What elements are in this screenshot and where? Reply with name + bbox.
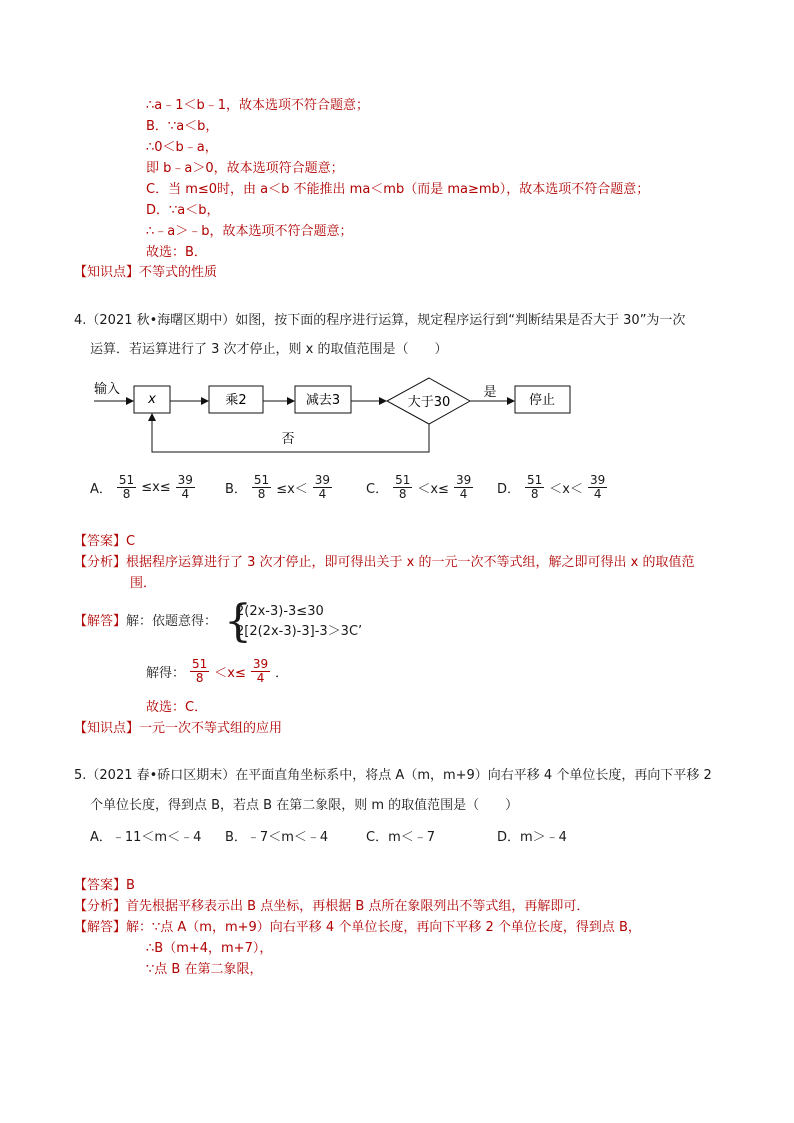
flow-yes-label: 是 [483, 385, 497, 400]
answer-label: 【答案】 [74, 878, 127, 893]
numerator: 51 [527, 473, 543, 487]
numerator: 51 [192, 657, 208, 671]
fraction [190, 658, 209, 685]
denominator: 8 [398, 487, 407, 501]
flow-no-label: 否 [281, 432, 295, 447]
q3-line-6: D．∵a＜b， [146, 203, 220, 218]
result-end: ． [275, 666, 289, 681]
relation: ＜x＜ [549, 482, 583, 497]
q5-stem-line-2: 个单位长度，得到点 B，若点 B 在第二象限，则 m 的取值范围是（ ） [90, 798, 519, 813]
knowledge-label: 【知识点】 [74, 721, 140, 736]
answer-label: 【答案】 [74, 534, 127, 549]
result-prefix: 解得： [146, 666, 186, 681]
q3-line-3: ∴0＜b﹣a， [146, 140, 218, 155]
denominator: 4 [593, 487, 602, 501]
fraction [393, 474, 412, 501]
knowledge-text: 一元一次不等式组的应用 [139, 721, 283, 736]
answer-value: B [126, 878, 135, 893]
system-brace: { [224, 596, 252, 647]
q4-knowledge-point [74, 719, 282, 739]
q4-choice: 故选：C． [146, 700, 208, 715]
solution-label: 【解答】 [74, 614, 127, 629]
q5-solution-line-3: ∵点 B 在第二象限， [146, 962, 263, 977]
q4-solution-label-line [74, 612, 217, 632]
solution-line-1: 解：∵点 A（m，m+9）向右平移 4 个单位长度，再向下平移 2 个单位长度，得到点 B， [126, 920, 641, 935]
relation: ≤x＜ [276, 482, 308, 497]
q4-option-b [225, 474, 333, 501]
numerator: 39 [177, 473, 193, 487]
q3-line-2: B．∵a＜b， [146, 119, 219, 134]
q4-system-eq-2: 2[2(2x-3)-3]-3＞3C’ [236, 624, 363, 639]
option-letter: B． [225, 482, 247, 497]
q5-solution [74, 918, 641, 938]
fraction [313, 474, 332, 501]
denominator: 4 [318, 487, 327, 501]
analysis-label: 【分析】 [74, 899, 127, 914]
q4-analysis [74, 553, 694, 573]
q4-system-eq-1: 2(2x-3)-3≤30 [236, 604, 324, 619]
flow-input-label: 输入 [94, 382, 121, 397]
numerator: 51 [395, 473, 411, 487]
denominator: 8 [122, 487, 131, 501]
relation: ＜x≤ [417, 482, 449, 497]
q5-answer [74, 876, 135, 896]
numerator: 39 [252, 657, 269, 671]
q5-option-b: B．﹣7＜m＜﹣4 [225, 830, 329, 845]
denominator: 8 [530, 487, 539, 501]
fraction [454, 474, 473, 501]
fraction [252, 474, 271, 501]
q4-analysis-cont: 围． [130, 576, 157, 591]
denominator: 8 [257, 487, 266, 501]
numerator: 51 [253, 473, 270, 487]
flow-box-stop-label: 停止 [528, 393, 556, 408]
fraction [525, 474, 544, 501]
q4-stem-line-1: 4.（2021 秋•海曙区期中）如图，按下面的程序进行运算，规定程序运行到“判断结果是否大于 30”为一次 [74, 313, 686, 328]
q5-option-a: A．﹣11＜m＜﹣4 [90, 830, 202, 845]
q4-flowchart [80, 370, 600, 460]
relation: ＜x≤ [214, 666, 246, 681]
q4-stem-line-2: 运算．若运算进行了 3 次才停止，则 x 的取值范围是（ ） [90, 342, 448, 357]
solution-label: 【解答】 [74, 920, 127, 935]
q4-option-a [90, 474, 196, 501]
solution-intro: 解：依题意得： [126, 614, 218, 629]
flow-box-multiply-label: 乘2 [225, 393, 247, 408]
analysis-label: 【分析】 [74, 555, 127, 570]
q5-option-d: D．m＞﹣4 [497, 830, 567, 845]
q4-option-d [497, 474, 608, 501]
q3-line-7: ∴﹣a＞﹣b，故本选项不符合题意； [146, 224, 353, 239]
analysis-text: 根据程序运算进行了 3 次才停止，即可得出关于 x 的一元一次不等式组，解之即可得出 x 的取值范 [126, 555, 695, 570]
option-letter: D． [497, 482, 521, 497]
knowledge-text: 不等式的性质 [139, 265, 218, 280]
option-letter: C． [366, 482, 389, 497]
answer-value: C [126, 534, 136, 549]
denominator: 4 [256, 671, 265, 685]
q4-option-c [366, 474, 474, 501]
q5-analysis [74, 897, 589, 917]
knowledge-label: 【知识点】 [74, 265, 140, 280]
denominator: 4 [181, 487, 190, 501]
numerator: 39 [590, 473, 606, 487]
q4-answer [74, 532, 135, 552]
q3-line-5: C．当 m≤0时，由 a＜b 不能推出 ma＜mb（而是 ma≥mb），故本选项不符合题意； [146, 182, 650, 197]
q5-stem-line-1: 5.（2021 春•硚口区期末）在平面直角坐标系中，将点 A（m，m+9）向右平移 4 个单位长度，再向下平移 2 [74, 768, 712, 783]
option-letter: A． [90, 482, 112, 497]
denominator: 8 [195, 671, 204, 685]
fraction [588, 474, 607, 501]
fraction [117, 474, 136, 501]
analysis-text: 首先根据平移表示出 B 点坐标，再根据 B 点所在象限列出不等式组，再解即可． [126, 899, 590, 914]
fraction [251, 658, 270, 685]
flow-box-x-label: x [148, 392, 156, 407]
flow-box-subtract-label: 减去3 [305, 393, 341, 408]
q5-option-c: C．m＜﹣7 [366, 830, 436, 845]
q3-line-1: ∴a﹣1＜b﹣1，故本选项不符合题意； [146, 98, 370, 113]
q3-line-8: 故选：B． [146, 245, 207, 260]
numerator: 39 [314, 473, 331, 487]
fraction [176, 474, 195, 501]
q3-line-4: 即 b﹣a＞0，故本选项符合题意； [146, 161, 344, 176]
numerator: 51 [118, 473, 135, 487]
q5-solution-line-2: ∴B（m+4，m+7）， [146, 941, 273, 956]
q3-knowledge-point [74, 263, 217, 283]
denominator: 4 [459, 487, 468, 501]
q4-result [146, 658, 288, 685]
relation: ≤x≤ [141, 480, 171, 495]
numerator: 39 [455, 473, 472, 487]
flow-decision-label: 大于30 [407, 395, 451, 410]
